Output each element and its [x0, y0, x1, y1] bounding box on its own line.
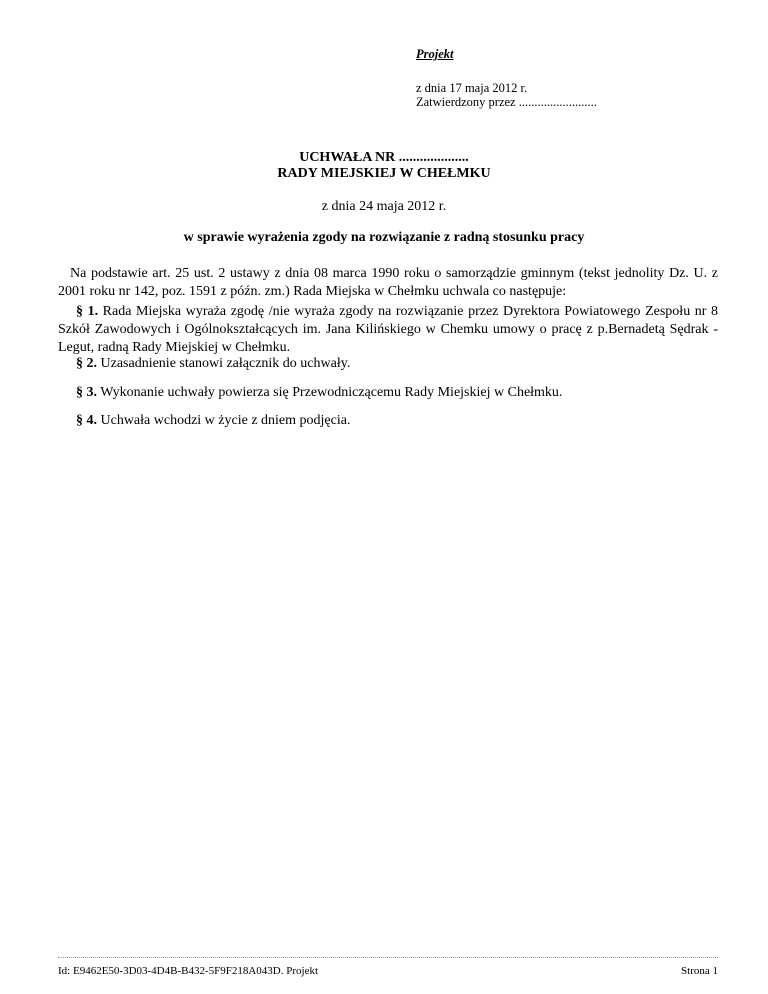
footer-divider: [58, 957, 718, 958]
section-4-text: Uchwała wchodzi w życie z dniem podjęcia.: [97, 413, 351, 428]
section-1-text: Rada Miejska wyraża zgodę /nie wyraża zgody na rozwiązanie przez Dyrektora Powiatowego Zespołu nr 8 Szkół Zawodowych i Ogólnokształcących im. Jana Kilińskiego w Chemku umowy o pracę z p.Bernadetą Sędrak - Legut, radną Rady Miejskiej w Chełmku.: [58, 304, 719, 355]
resolution-date: z dnia 24 maja 2012 r.: [321, 199, 447, 214]
draft-date: z dnia 17 maja 2012 r.: [416, 81, 528, 95]
resolution-subject: w sprawie wyrażenia zgody na rozwiązanie z radną stosunku pracy: [183, 230, 585, 245]
section-2-text: Uzasadnienie stanowi załącznik do uchwały.: [97, 356, 351, 371]
section-4: [76, 412, 718, 430]
council-name: RADY MIEJSKIEJ W CHEŁMKU: [277, 166, 491, 181]
section-4-mark: § 4.: [76, 413, 97, 428]
resolution-number: UCHWAŁA NR ....................: [299, 150, 469, 165]
document-id: Id: E9462E50-3D03-4D4B-B432-5F9F218A043D. Projekt: [58, 965, 319, 977]
section-1-mark: § 1.: [76, 304, 99, 319]
section-1: [58, 303, 718, 357]
section-3-text: Wykonanie uchwały powierza się Przewodniczącemu Rady Miejskiej w Chełmku.: [97, 385, 563, 400]
section-2-mark: § 2.: [76, 356, 97, 371]
page-number: Strona 1: [681, 965, 718, 977]
legal-basis-paragraph: Na podstawie art. 25 ust. 2 ustawy z dnia 08 marca 1990 roku o samorządzie gminnym (tekst jednolity Dz. U. z 2001 roku nr 142, poz. 1591 z późn. zm.) Rada Miejska w Chełmku uchwala co następuje:: [58, 266, 718, 299]
draft-label: Projekt: [416, 47, 454, 61]
section-3-mark: § 3.: [76, 385, 97, 400]
approved-by-line: Zatwierdzony przez .........................: [416, 95, 597, 109]
section-3: [76, 384, 718, 402]
section-2: [76, 355, 718, 373]
